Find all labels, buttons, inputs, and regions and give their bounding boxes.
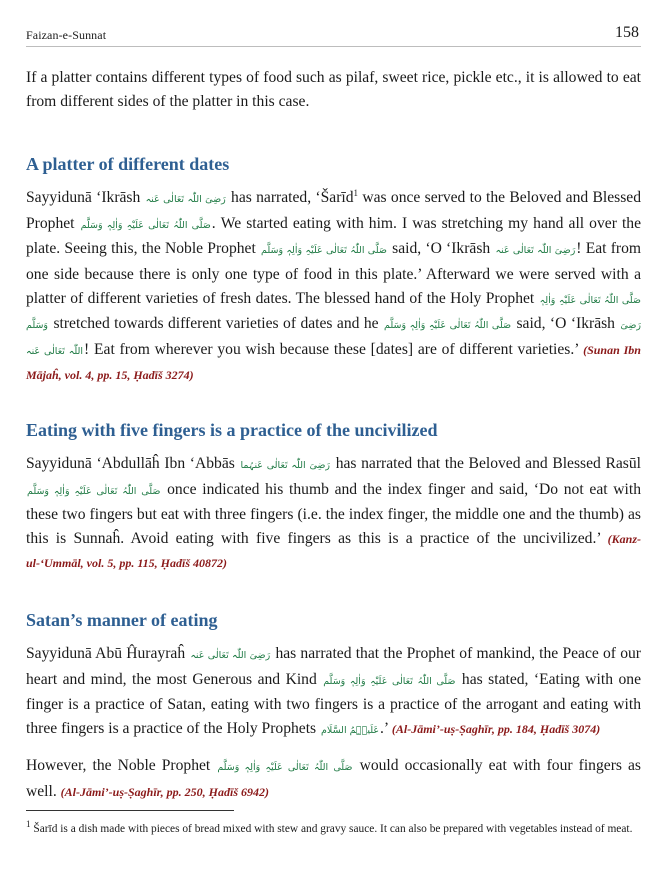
arabic-salutation: صَلَّی اللّٰہُ تَعَالٰی عَلَیْہِ وَاٰلِہٖ وَسَلَّم [323,675,456,687]
arabic-salutation: صَلَّی اللّٰہُ تَعَالٰی عَلَیْہِ وَاٰلِہٖ وَسَلَّم [27,485,161,497]
text-run: .’ [380,719,389,737]
text-run: . We started eating with him. I was stretching my hand all over the plate. Seeing this, the Noble Prophet [26,214,642,258]
text-run: would occasionally eat with four fingers as well. [26,757,641,800]
arabic-honorific: رَضِیَ اللّٰہ تَعَالٰی عَنہُما [240,459,331,471]
text-run: once indicated his thumb and the index finger and said, ‘Do not eat with these two fingers but eat with three fingers (i.e. the index finger, the middle one and the thumb) as this is Sunnaĥ. Avoid eating with five fingers as this is a practice of the uncivilized.’ [26,480,642,547]
citation: (Kanz-ul-‘Ummāl, vol. 5, pp. 115, Ḥadīš 40872) [26,531,642,571]
paragraph-five-fingers [26,452,641,576]
book-title: Faizan-e-Sunnat [26,28,107,42]
footnote-text: Šarīd is a dish made with pieces of bread mixed with stew and gravy sauce. It can also be prepared with vegetables instead of meat. [33,823,633,835]
citation: (Sunan Ibn Mājaĥ, vol. 4, pp. 15, Ḥadīš 3274) [26,342,641,383]
text-run: Sayyidunā ‘Abdullāĥ Ibn ‘Abbās [26,454,235,472]
text-run: stretched towards different varieties of dates and he [53,315,379,333]
arabic-salutation: صَلَّی اللّٰہُ تَعَالٰی عَلَیْہِ وَاٰلِہٖ وَسَلَّم [26,294,642,332]
text-run: ! Eat from wherever you wish because these [dates] are of different varieties.’ [84,340,579,358]
heading-five-fingers: Eating with five fingers is a practice of the uncivilized [26,419,438,440]
text-run: has narrated, ‘Šarīd [231,189,354,207]
arabic-salutation: صَلَّی اللّٰہُ تَعَالٰی عَلَیْہِ وَاٰلِہٖ وَسَلَّم [261,245,387,257]
text-run: has stated, ‘Eating with one finger is a practice of Satan, eating with two fingers is a practice of the arrogant and eating with three fingers is a practice of the Holy Prophets [26,670,641,737]
arabic-honorific: رَضِیَ اللّٰہ تَعَالٰی عَنہ [26,320,641,357]
footnote-mark: 1 [26,819,31,830]
arabic-honorific: رَضِیَ اللّٰہ تَعَالٰی عَنہ [145,194,226,206]
text-run: However, the Noble Prophet [26,757,211,775]
arabic-honorific: رَضِیَ اللّٰہ تَعَالٰی عَنہ [190,649,271,661]
paragraph-satans-manner [26,642,641,742]
text-run: said, ‘O ‘Ikrāsh [516,315,615,333]
heading-platter-of-dates: A platter of different dates [26,154,230,175]
text-run: Sayyidunā Abū Ĥurayraĥ [26,644,186,662]
page-number: 158 [615,24,639,41]
page-body [26,66,641,804]
text-run: ! Eat from one side because there is only one type of food in this plate.’ Afterward we were served with a platter of different varieties of fresh dates. The blessed hand of the Holy Prophet [26,240,642,307]
arabic-salutation: صَلَّی اللّٰہُ تَعَالٰی عَلَیْہِ وَاٰلِہٖ وَسَلَّم [384,320,512,332]
text-run: has narrated that the Beloved and Blessed Rasūl [335,454,641,472]
intro-paragraph: If a platter contains different types of food such as pilaf, sweet rice, pickle etc., it is allowed to eat from different sides of the platter in this case. [26,69,641,110]
citation: (Al-Jāmi’-uṣ-Ṣaghīr, pp. 184, Ḥadīš 3074) [391,721,601,736]
text-run: Sayyidunā ‘Ikrāsh [26,189,141,207]
arabic-salutation: صَلَّی اللّٰہُ تَعَالٰی عَلَیْہِ وَاٰلِہٖ وَسَلَّم [217,762,353,774]
arabic-honorific: رَضِیَ اللّٰہ تَعَالٰی عَنہ [495,245,576,257]
text-run: said, ‘O ‘Ikrāsh [392,240,491,258]
citation: (Al-Jāmi’-uṣ-Ṣaghīr, pp. 250, Ḥadīš 6942) [60,784,270,799]
text-run: has narrated that the Prophet of mankind, the Peace of our heart and mind, the most Generous and Kind [26,644,641,688]
footnote-reference[interactable]: 1 [353,188,359,198]
paragraph-platter-of-dates [26,186,641,388]
heading-satans-manner: Satan’s manner of eating [26,609,218,630]
arabic-honorific: عَلَیۡہِمُ السَّلَام [321,724,380,736]
text-run: was once served to the Beloved and Blessed Prophet [26,189,641,232]
running-header [26,24,641,47]
footnote [26,820,641,838]
paragraph-four-fingers [26,754,641,804]
arabic-salutation: صَلَّی اللّٰہُ تَعَالٰی عَلَیْہِ وَاٰلِہٖ وَسَلَّم [80,219,211,231]
footnote-divider [26,810,234,811]
